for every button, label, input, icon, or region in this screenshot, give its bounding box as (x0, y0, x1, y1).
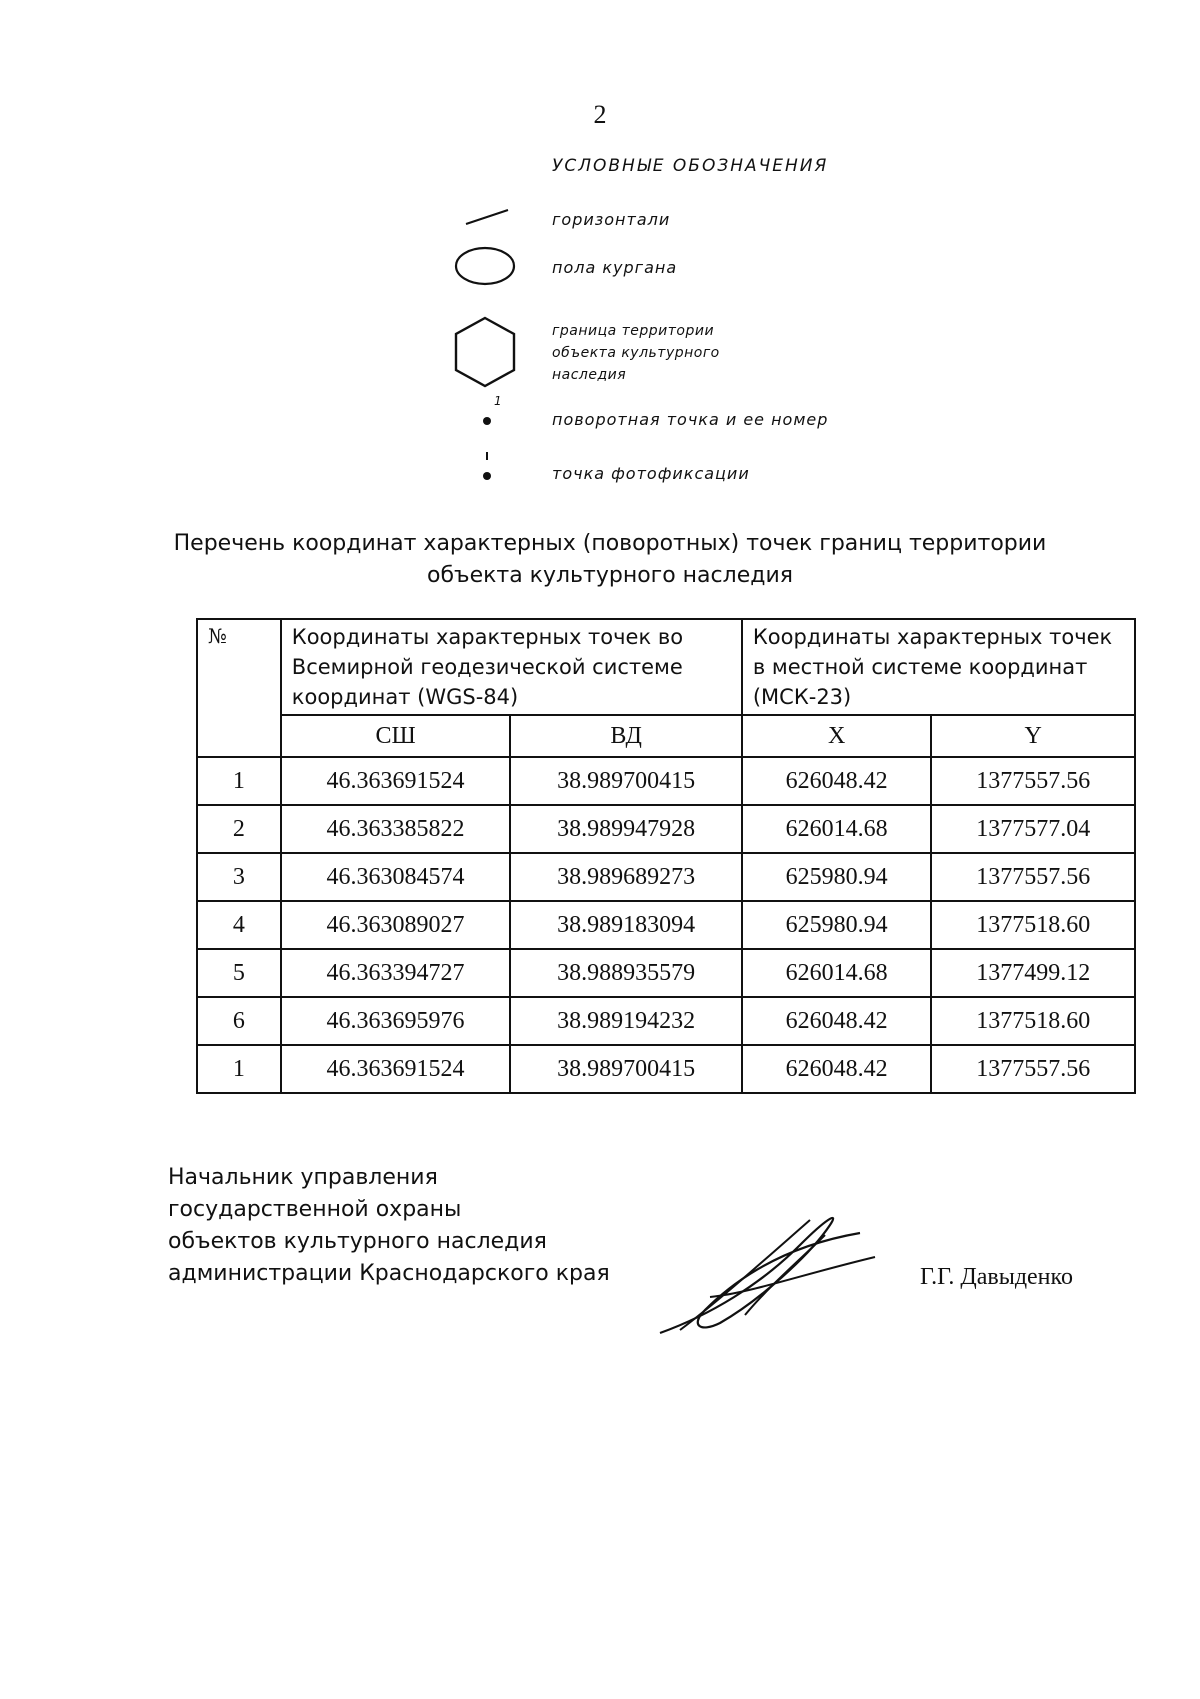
cell-lon: 38.989700415 (510, 757, 742, 805)
table-row (197, 997, 1135, 1045)
cell-lat: 46.363691524 (281, 757, 511, 805)
table-row (197, 949, 1135, 997)
table-row (197, 853, 1135, 901)
cell-x: 626048.42 (742, 757, 932, 805)
position-line3: объектов культурного наследия (168, 1229, 547, 1254)
cell-y: 1377557.56 (931, 1045, 1135, 1093)
mound-ellipse-icon (452, 244, 518, 288)
cell-lat: 46.363084574 (281, 853, 511, 901)
legend-label-mound: пола кургана (552, 258, 678, 277)
cell-lon: 38.989183094 (510, 901, 742, 949)
cell-n: 3 (197, 853, 281, 901)
cell-lat: 46.363695976 (281, 997, 511, 1045)
table-row (197, 901, 1135, 949)
handwritten-signature (650, 1205, 880, 1335)
header-lat: СШ (281, 715, 511, 757)
table-row (197, 757, 1135, 805)
cell-y: 1377499.12 (931, 949, 1135, 997)
cell-lon: 38.989689273 (510, 853, 742, 901)
table-row (197, 1045, 1135, 1093)
section-title-line1: Перечень координат характерных (поворотных) точек границ территории (173, 531, 1047, 556)
header-number: № (197, 619, 281, 757)
header-x: X (742, 715, 932, 757)
cell-x: 625980.94 (742, 901, 932, 949)
cell-x: 626014.68 (742, 805, 932, 853)
header-wgs84: Координаты характерных точек во Всемирной геодезической системе координат (WGS-84) (281, 619, 742, 715)
position-line4: администрации Краснодарского края (168, 1261, 610, 1286)
header-y: Y (931, 715, 1135, 757)
coordinates-table (196, 618, 1136, 1094)
turning-point-number: 1 (494, 394, 502, 408)
cell-x: 626048.42 (742, 997, 932, 1045)
contour-line-icon (462, 206, 512, 228)
cell-y: 1377577.04 (931, 805, 1135, 853)
header-lon: ВД (510, 715, 742, 757)
cell-lon: 38.989947928 (510, 805, 742, 853)
position-line2: государственной охраны (168, 1197, 462, 1222)
legend-title: УСЛОВНЫЕ ОБОЗНАЧЕНИЯ (552, 156, 829, 176)
cell-n: 4 (197, 901, 281, 949)
position-line1: Начальник управления (168, 1165, 438, 1190)
legend-label-photo-point: точка фотофиксации (552, 464, 750, 483)
section-title-line2: объекта культурного наследия (427, 563, 793, 588)
signatory-name: Г.Г. Давыденко (920, 1264, 1073, 1290)
page-number: 2 (593, 100, 607, 129)
cell-lon: 38.988935579 (510, 949, 742, 997)
photo-point-icon (480, 450, 494, 484)
legend-label-boundary: граница территории объекта культурного наследия (552, 323, 720, 383)
hexagon-boundary-icon (450, 314, 520, 390)
cell-n: 1 (197, 1045, 281, 1093)
cell-lat: 46.363089027 (281, 901, 511, 949)
cell-x: 626048.42 (742, 1045, 932, 1093)
legend-label-contours: горизонтали (552, 210, 671, 229)
cell-n: 5 (197, 949, 281, 997)
cell-y: 1377557.56 (931, 757, 1135, 805)
table-header-row (197, 619, 1135, 715)
table-subheader-row (197, 715, 1135, 757)
cell-y: 1377557.56 (931, 853, 1135, 901)
header-msk23: Координаты характерных точек в местной системе координат (МСК-23) (742, 619, 1135, 715)
cell-lat: 46.363385822 (281, 805, 511, 853)
cell-lon: 38.989194232 (510, 997, 742, 1045)
cell-y: 1377518.60 (931, 901, 1135, 949)
cell-lon: 38.989700415 (510, 1045, 742, 1093)
legend-label-turning-point: поворотная точка и ее номер (552, 410, 829, 429)
cell-n: 2 (197, 805, 281, 853)
cell-y: 1377518.60 (931, 997, 1135, 1045)
cell-lat: 46.363394727 (281, 949, 511, 997)
cell-lat: 46.363691524 (281, 1045, 511, 1093)
section-title (150, 528, 1070, 592)
turning-point-dot-icon (480, 414, 494, 428)
table-row (197, 805, 1135, 853)
cell-n: 1 (197, 757, 281, 805)
cell-x: 625980.94 (742, 853, 932, 901)
cell-n: 6 (197, 997, 281, 1045)
signature-block (168, 1162, 610, 1290)
cell-x: 626014.68 (742, 949, 932, 997)
